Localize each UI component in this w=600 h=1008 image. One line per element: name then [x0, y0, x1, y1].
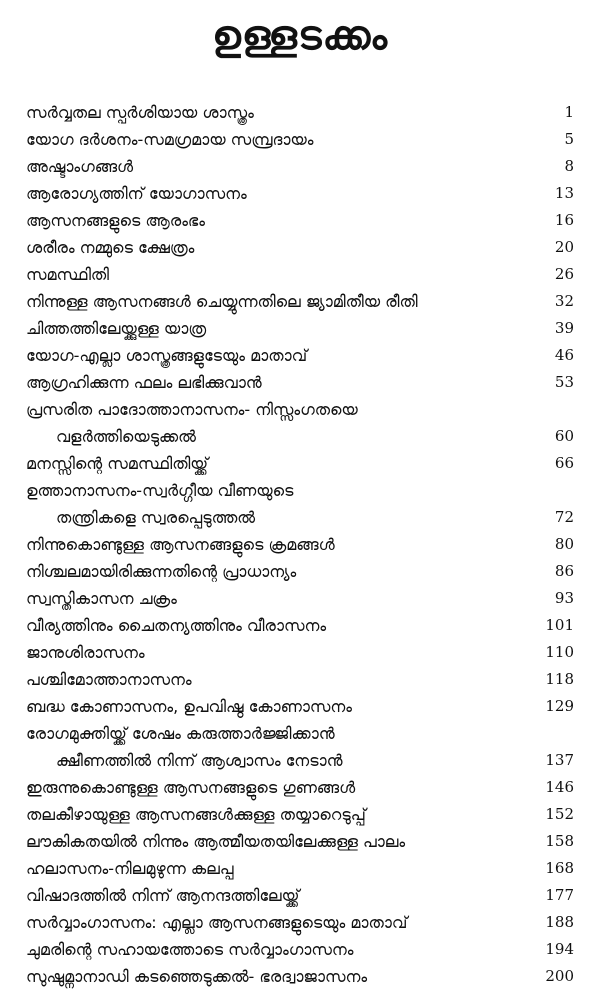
toc-entry-title: വളർത്തിയെടുക്കൽ — [56, 427, 196, 446]
toc-page-number: 66 — [554, 454, 574, 472]
toc-entry-title: വീര്യത്തിനും ചൈതന്യത്തിനും വീരാസനം — [26, 616, 327, 635]
toc-entry-title: തലകീഴായുള്ള ആസനങ്ങൾക്കുള്ള തയ്യാറെടുപ്പ് — [26, 805, 366, 824]
toc-entry — [26, 100, 574, 127]
toc-page-number: 86 — [554, 562, 574, 580]
toc-entry — [26, 586, 574, 613]
toc-entry — [26, 964, 574, 991]
toc-entry-title: ഹലാസനം-നിലമുഴുന്ന കലപ്പ — [26, 859, 234, 878]
toc-page-number: 200 — [545, 967, 574, 985]
toc-entry — [26, 910, 574, 937]
toc-page-number: 60 — [554, 427, 574, 445]
toc-entry-title: നിന്നുള്ള ആസനങ്ങൾ ചെയ്യുന്നതിലെ ജ്യാമിതീയ രീതി — [26, 292, 418, 311]
toc-entry — [26, 613, 574, 640]
toc-page-number: 53 — [554, 373, 574, 391]
toc-entry-title: ബദ്ധ കോണാസനം, ഉപവിഷ്ഠ കോണാസനം — [26, 697, 352, 716]
toc-page-number: 32 — [554, 292, 574, 310]
toc-page-number: 13 — [554, 184, 574, 202]
toc-entry — [26, 802, 574, 829]
toc-entry — [26, 559, 574, 586]
toc-entry-title: ആസനങ്ങളുടെ ആരംഭം — [26, 211, 205, 230]
toc-entry — [26, 181, 574, 208]
toc-entry-title: സമസ്ഥിതി — [26, 265, 110, 284]
toc-entry-title: ചിത്തത്തിലേയ്ക്കുള്ള യാത്ര — [26, 319, 207, 338]
toc-page-number: 26 — [554, 265, 574, 283]
toc-page-number: 110 — [545, 643, 574, 661]
toc-entry — [26, 370, 574, 397]
toc-entry — [26, 694, 574, 721]
toc-entry — [26, 397, 574, 424]
toc-entry-title: യോഗ-എല്ലാ ശാസ്ത്രങ്ങളുടേയും മാതാവ് — [26, 346, 308, 365]
toc-entry — [26, 154, 574, 181]
toc-entry — [26, 289, 574, 316]
toc-entry-title: സ്വസ്തികാസന ചക്രം — [26, 589, 177, 608]
toc-page-number: 118 — [545, 670, 574, 688]
toc-entry — [26, 316, 574, 343]
toc-entry — [26, 640, 574, 667]
toc-page-number: 168 — [545, 859, 574, 877]
page-title: ഉള്ളടക്കം — [211, 13, 389, 59]
toc-page-number: 93 — [554, 589, 574, 607]
toc-entry — [26, 208, 574, 235]
toc-entry — [26, 451, 574, 478]
toc-page-number: 101 — [545, 616, 574, 634]
toc-entry-continuation — [26, 424, 574, 451]
toc-page-number: 39 — [554, 319, 574, 337]
toc-page-number: 146 — [545, 778, 574, 796]
toc-entry — [26, 883, 574, 910]
toc-entry — [26, 478, 574, 505]
toc-entry-title: ആഗ്രഹിക്കുന്ന ഫലം ലഭിക്കുവാൻ — [26, 373, 262, 392]
toc-entry-title: പശ്ചിമോത്താനാസനം — [26, 670, 192, 689]
table-of-contents — [26, 100, 574, 991]
toc-entry-title: നിന്നുകൊണ്ടുള്ള ആസനങ്ങളുടെ ക്രമങ്ങൾ — [26, 535, 335, 554]
toc-page-number: 129 — [545, 697, 574, 715]
toc-entry — [26, 721, 574, 748]
toc-entry-title: അഷ്ടാംഗങ്ങൾ — [26, 157, 134, 176]
toc-entry-title: വിഷാദത്തിൽ നിന്ന് ആനന്ദത്തിലേയ്ക്ക് — [26, 886, 300, 905]
toc-page-number: 72 — [554, 508, 574, 526]
toc-entry — [26, 775, 574, 802]
toc-entry-title: രോഗമുക്തിയ്ക്ക് ശേഷം കരുത്താർജ്ജിക്കാൻ — [26, 724, 335, 743]
toc-entry — [26, 343, 574, 370]
toc-entry-title: ജാനുശിരാസനം — [26, 643, 145, 662]
toc-entry-title: പ്രസരിത പാദോത്താനാസനം- നിസ്സംഗതയെ — [26, 400, 358, 419]
toc-entry-continuation — [26, 748, 574, 775]
toc-entry-title: യോഗ ദർശനം-സമഗ്രമായ സമ്പ്രദായം — [26, 130, 314, 149]
toc-entry — [26, 532, 574, 559]
toc-entry-title: ഇരുന്നുകൊണ്ടുള്ള ആസനങ്ങളുടെ ഗുണങ്ങൾ — [26, 778, 356, 797]
toc-page-number: 158 — [545, 832, 574, 850]
toc-entry-title: സർവ്വാംഗാസനം: എല്ലാ ആസനങ്ങളുടെയും മാതാവ് — [26, 913, 408, 932]
toc-page-number: 137 — [545, 751, 574, 769]
toc-entry-title: സുഷുമ്നാനാഡി കടഞ്ഞെടുക്കൽ- ഭരദ്വാജാസനം — [26, 967, 368, 986]
toc-entry — [26, 667, 574, 694]
toc-page-number: 194 — [545, 940, 574, 958]
toc-entry-title: നിശ്ചലമായിരിക്കുന്നതിന്റെ പ്രാധാന്യം — [26, 562, 297, 581]
toc-entry-title: ചുമരിന്റെ സഹായത്തോടെ സർവ്വാംഗാസനം — [26, 940, 354, 959]
toc-page-number: 16 — [554, 211, 574, 229]
toc-entry-title: തന്ത്രികളെ സ്വരപ്പെടുത്തൽ — [56, 508, 256, 527]
toc-page-number: 8 — [564, 157, 574, 175]
toc-entry — [26, 829, 574, 856]
toc-entry — [26, 262, 574, 289]
toc-entry-title: ആരോഗ്യത്തിന് യോഗാസനം — [26, 184, 247, 203]
toc-page-number: 80 — [554, 535, 574, 553]
toc-entry-continuation — [26, 505, 574, 532]
toc-entry-title: ഉത്താനാസനം-സ്വർഗ്ഗീയ വീണയുടെ — [26, 481, 294, 500]
toc-page-number: 152 — [545, 805, 574, 823]
toc-page-number: 188 — [545, 913, 574, 931]
toc-page-number: 177 — [545, 886, 574, 904]
toc-entry-title: ലൗകികതയിൽ നിന്നും ആത്മീയതയിലേക്കുള്ള പാലം — [26, 832, 406, 851]
toc-page-number: 46 — [554, 346, 574, 364]
toc-entry-title: സർവ്വതല സ്പർശിയായ ശാസ്ത്രം — [26, 103, 254, 122]
toc-entry — [26, 856, 574, 883]
toc-entry-title: ക്ഷീണത്തിൽ നിന്ന് ആശ്വാസം നേടാൻ — [56, 751, 343, 770]
toc-entry-title: ശരീരം നമ്മുടെ ക്ഷേത്രം — [26, 238, 195, 257]
toc-entry-title: മനസ്സിന്റെ സമസ്ഥിതിയ്ക്ക് — [26, 454, 209, 473]
toc-page-number: 1 — [564, 103, 574, 121]
toc-page-number: 5 — [564, 130, 574, 148]
toc-entry — [26, 127, 574, 154]
toc-entry — [26, 235, 574, 262]
toc-entry — [26, 937, 574, 964]
toc-page-number: 20 — [554, 238, 574, 256]
